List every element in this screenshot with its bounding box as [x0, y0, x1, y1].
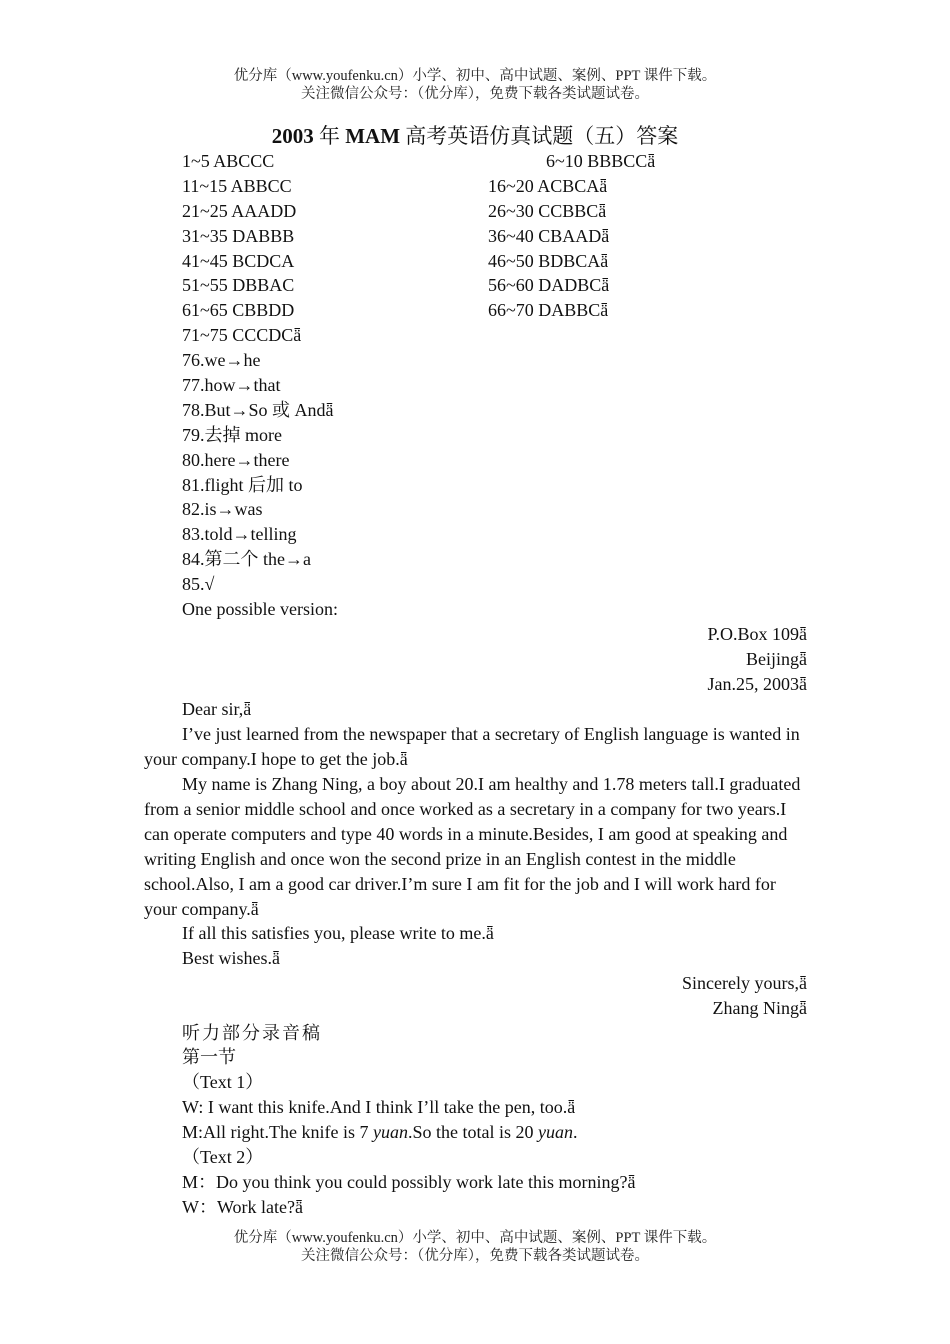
text1-woman-line: W: I want this knife.And I think I’ll take the pen, too.ǟ	[182, 1097, 576, 1117]
correction-item: 77.how→that	[182, 375, 281, 395]
title-part-1: 年	[313, 124, 346, 148]
answer-left: 51~55 DBBAC	[182, 275, 295, 295]
letter-signature: Zhang Ningǟ	[712, 998, 807, 1018]
letter-line-satisfies: If all this satisfies you, please write to me.ǟ	[182, 923, 494, 943]
currency-unit: yuan	[372, 1122, 408, 1142]
letter-address-line-1: P.O.Box 109ǟ	[707, 624, 807, 644]
answer-left: 71~75 CCCDCǟ	[182, 325, 302, 345]
correction-item: 85.√	[182, 574, 215, 594]
answer-left: 1~5 ABCCC	[182, 151, 275, 171]
answer-right: 66~70 DABBCǟ	[488, 300, 609, 320]
header-line-2: 关注微信公众号：（优分库），免费下载各类试题试卷。	[301, 86, 649, 102]
correction-item: 82.is→was	[182, 499, 263, 519]
answer-left: 11~15 ABBCC	[182, 176, 292, 196]
text1-man-line-part: M:All right.The knife is 7	[182, 1122, 373, 1142]
title-part-2: 高考英语仿真试题（五）答案	[400, 124, 679, 148]
answer-left: 21~25 AAADD	[182, 201, 297, 221]
answer-right: 16~20 ACBCAǟ	[488, 176, 608, 196]
title-brand: MAM	[345, 124, 401, 148]
letter-closing: Sincerely yours,ǟ	[682, 973, 807, 993]
correction-item: 84.第二个 the→a	[182, 549, 311, 569]
currency-unit: yuan	[537, 1122, 573, 1142]
answer-left: 41~45 BCDCA	[182, 251, 295, 271]
text1-man-line	[182, 1120, 577, 1145]
text2-label: （Text 2）	[182, 1147, 264, 1167]
answer-right: 26~30 CCBBCǟ	[488, 201, 607, 221]
text1-man-line-part: .	[572, 1122, 578, 1142]
text2-woman-line: W：Work late?ǟ	[182, 1197, 303, 1217]
correction-item: 80.here→there	[182, 450, 290, 470]
text1-man-line-part: .So the total is 20	[407, 1122, 538, 1142]
transcript-section: 第一节	[182, 1047, 236, 1067]
text2-man-line: M：Do you think you could possibly work late this morning?ǟ	[182, 1172, 636, 1192]
footer-line-2: 关注微信公众号：（优分库），免费下载各类试题试卷。	[301, 1248, 649, 1264]
answer-left: 61~65 CBBDD	[182, 300, 295, 320]
correction-item: 83.told→telling	[182, 524, 297, 544]
letter-salutation: Dear sir,ǟ	[182, 699, 252, 719]
answer-left: 31~35 DABBB	[182, 226, 295, 246]
letter-intro: One possible version:	[182, 599, 338, 619]
text1-label: （Text 1）	[182, 1072, 264, 1092]
transcript-heading: 听力部分录音稿	[182, 1023, 322, 1043]
letter-paragraph: My name is Zhang Ning, a boy about 20.I am healthy and 1.78 meters tall.I graduated from a senior middle school and once worked as a secretary in a company for two years.I can operate computers and type 40 words in a minute.Besides, I am good at speaking and writing English and once won the second prize in an English contest in the middle school.Also, I am a good car driver.I’m sure I am fit for the job and I will work hard for your company.ǟ	[144, 774, 801, 919]
correction-item: 81.flight 后加 to	[182, 475, 303, 495]
correction-item: 76.we→he	[182, 350, 261, 370]
title-year: 2003	[271, 124, 314, 148]
answer-right: 6~10 BBBCCǟ	[546, 151, 656, 171]
answer-right: 56~60 DADBCǟ	[488, 275, 610, 295]
letter-paragraph: I’ve just learned from the newspaper that a secretary of English language is wanted in your company.I hope to get the job.ǟ	[144, 724, 800, 769]
answer-right: 36~40 CBAADǟ	[488, 226, 610, 246]
correction-item: 78.But→So 或 Andǟ	[182, 400, 334, 420]
letter-line-wishes: Best wishes.ǟ	[182, 948, 280, 968]
correction-item: 79.去掉 more	[182, 425, 282, 445]
letter-date: Jan.25, 2003ǟ	[707, 674, 807, 694]
letter-address-line-2: Beijingǟ	[746, 649, 807, 669]
header-line-1: 优分库（www.youfenku.cn）小学、初中、高中试题、案例、PPT 课件下载。	[233, 68, 717, 84]
footer-line-1: 优分库（www.youfenku.cn）小学、初中、高中试题、案例、PPT 课件下载。	[233, 1230, 717, 1246]
answer-right: 46~50 BDBCAǟ	[488, 251, 609, 271]
document-title	[0, 122, 950, 150]
